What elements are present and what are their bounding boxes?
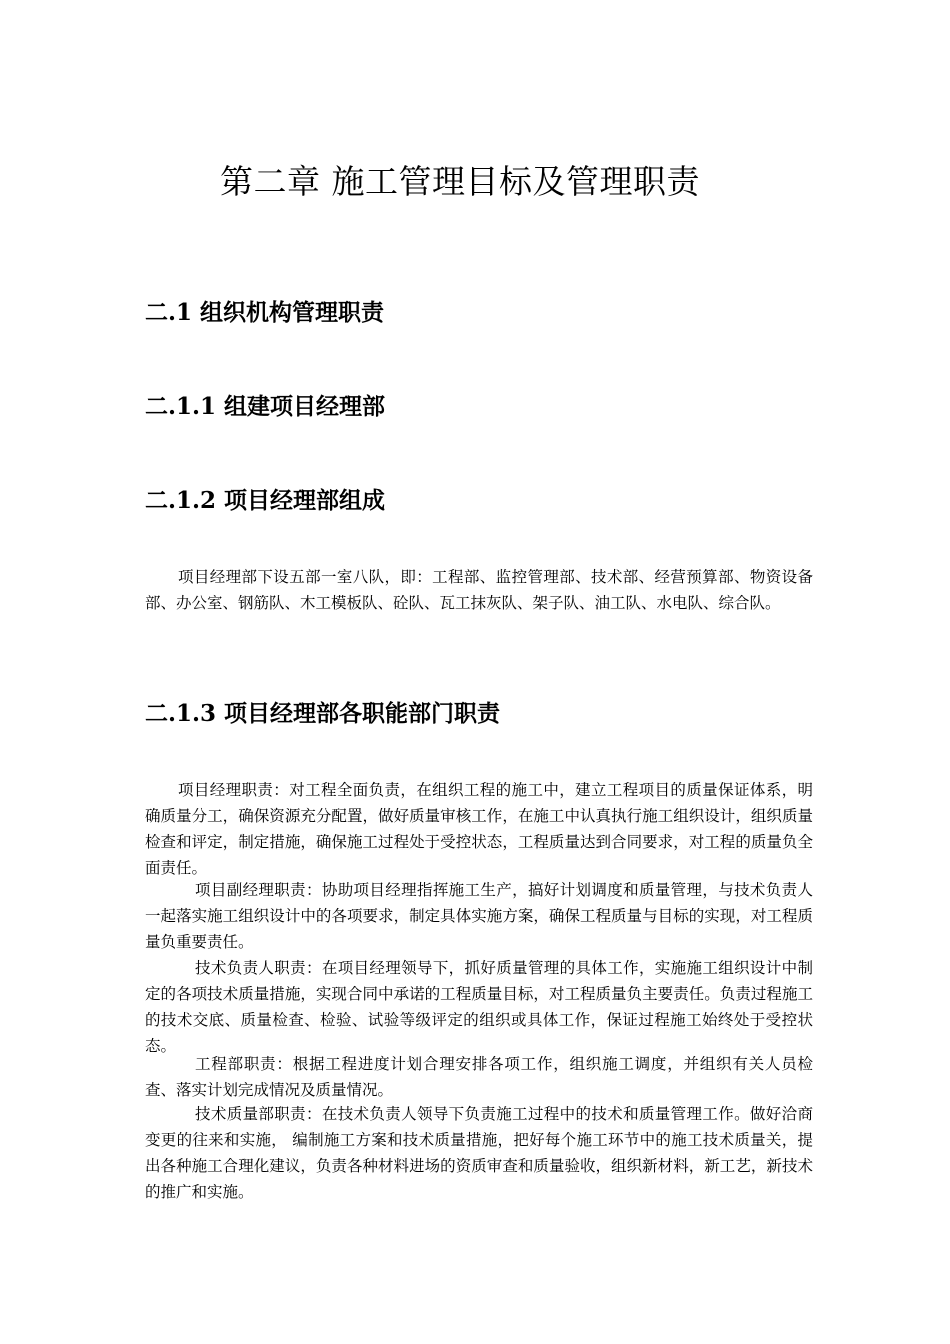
section-heading-2-1-1: 二.1.1 组建项目经理部 — [145, 393, 386, 420]
section-heading-2-1: 二.1 组织机构管理职责 — [145, 299, 385, 326]
chapter-title: 第二章 施工管理目标及管理职责 — [220, 162, 700, 201]
paragraph-org-composition: 项目经理部下设五部一室八队，即：工程部、监控管理部、技术部、经营预算部、物资设备部、办公室、钢筋队、木工模板队、砼队、瓦工抹灰队、架子队、油工队、水电队、综合队。 — [145, 568, 813, 612]
paragraph-tech-quality-dept: 技术质量部职责：在技术负责人领导下负责施工过程中的技术和质量管理工作。做好洽商变更的往来和实施， 编制施工方案和技术质量措施，把好每个施工环节中的施工技术质量关，提出各种施工合理化建议，负责各种材料进场的资质审查和质量验收，组织新材料，新工艺，新技术的推广和实施。 — [145, 1105, 813, 1201]
paragraph-engineering-dept: 工程部职责：根据工程进度计划合理安排各项工作，组织施工调度，并组织有关人员检查、落实计划完成情况及质量情况。 — [145, 1055, 813, 1099]
section-heading-2-1-3: 二.1.3 项目经理部各职能部门职责 — [145, 700, 501, 727]
paragraph-project-manager: 项目经理职责：对工程全面负责，在组织工程的施工中，建立工程项目的质量保证体系，明确质量分工，确保资源充分配置，做好质量审核工作，在施工中认真执行施工组织设计，组织质量检查和评定，制定措施，确保施工过程处于受控状态，工程质量达到合同要求，对工程的质量负全面责任。 — [145, 781, 813, 877]
section-heading-2-1-2: 二.1.2 项目经理部组成 — [145, 487, 386, 514]
paragraph-technical-lead: 技术负责人职责：在项目经理领导下，抓好质量管理的具体工作，实施施工组织设计中制定的各项技术质量措施，实现合同中承诺的工程质量目标，对工程质量负主要责任。负责过程施工的技术交底、质量检查、检验、试验等级评定的组织或具体工作，保证过程施工始终处于受控状态。 — [145, 959, 813, 1055]
paragraph-deputy-manager: 项目副经理职责：协助项目经理指挥施工生产，搞好计划调度和质量管理，与技术负责人一起落实施工组织设计中的各项要求，制定具体实施方案，确保工程质量与目标的实现，对工程质量负重要责任。 — [145, 881, 813, 951]
